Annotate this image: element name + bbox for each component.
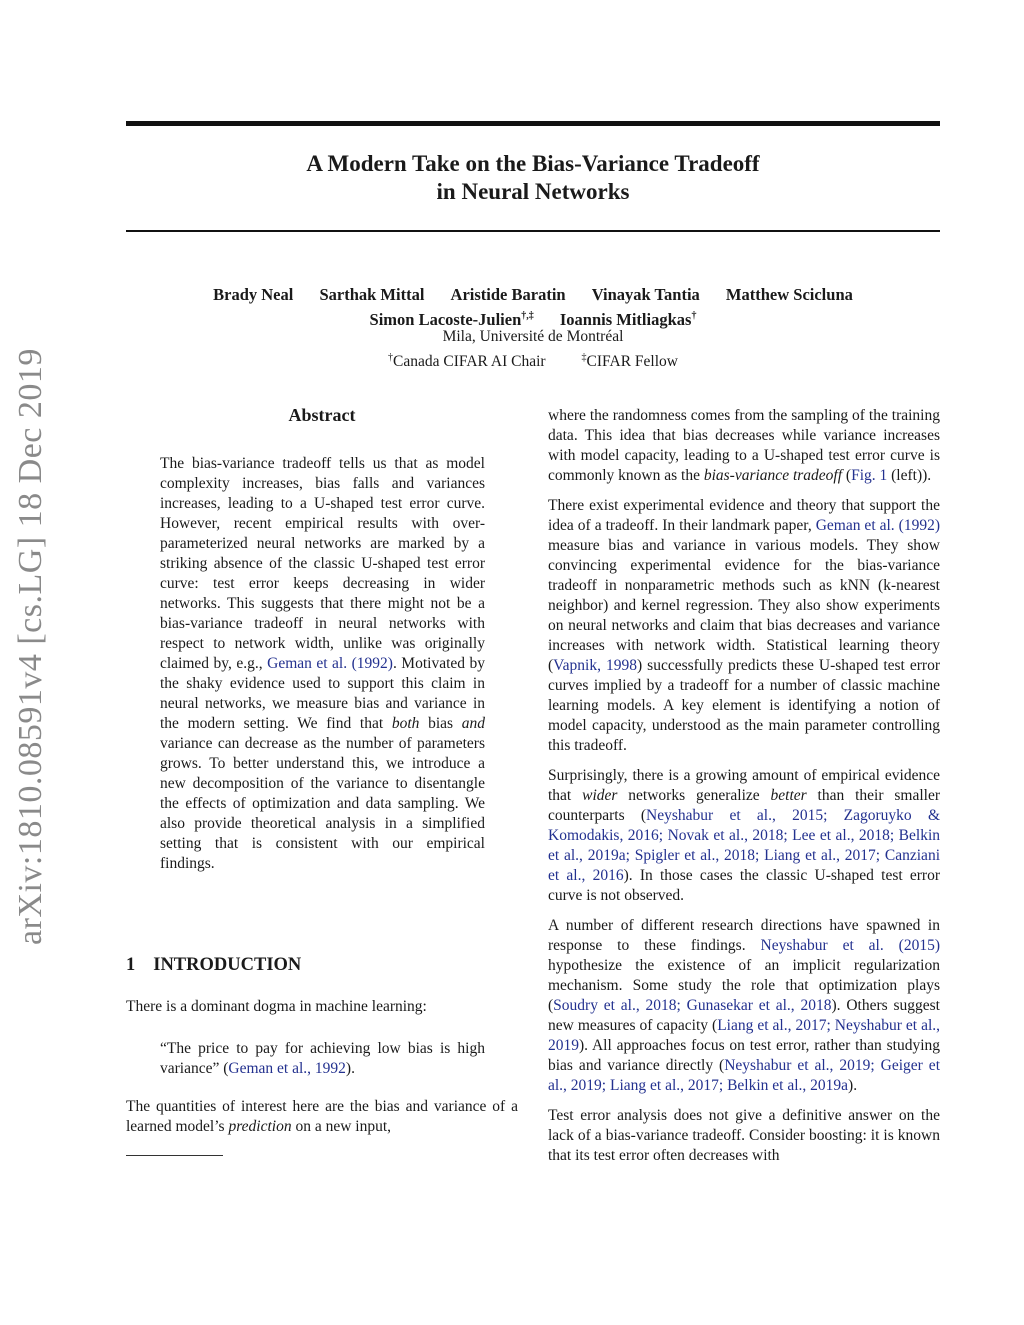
section-number: 1 [126,955,136,975]
citation-link[interactable]: Geman et al. (1992) [267,655,393,672]
citation-link[interactable]: Liang et al., 2017; Neyshabur et al., 2019 [548,1017,941,1054]
title-line-2: in Neural Networks [436,179,630,204]
arxiv-identifier: arXiv:1810.08591v4 [cs.LG] 18 Dec 2019 [12,348,49,945]
intro-text [126,997,518,1147]
citation-link[interactable]: Geman et al., 1992 [228,1060,346,1077]
title-top-rule [126,121,940,126]
title-line-1: A Modern Take on the Bias-Variance Tradeoff [306,151,760,176]
paragraph: where the randomness comes from the sampling of the training data. This idea that bias decreases while variance increases with model capacity, leading to a U-shaped test error curve is commonly known as the bias-variance tradeoff (Fig. 1 (left)). [548,407,940,484]
right-column-text [548,406,940,1176]
author: Sarthak Mittal [319,285,425,304]
author: Brady Neal [213,285,294,304]
abstract-text: The bias-variance tradeoff tells us that as model complexity increases, bias falls and variances increases, leading to a U-shaped test error curve. However, recent empirical results with over-parameterized neural networks are marked by a striking absence of the classic U-shaped test error curve: test error keeps decreasing in wider networks. This suggests that there might not be a bias-variance tradeoff in neural networks with respect to network width, unlike was originally claimed by, e.g., Geman et al. (1992). Motivated by the shaky evidence used to support this claim in neural networks, we measure bias and variance in the modern setting. We find that both bias and variance can decrease as the number of parameters grows. To better understand this, we introduce a new decomposition of the variance to disentangle the effects of optimization and data sampling. We also provide theoretical analysis in a simplified setting that is consistent with our empirical findings. [160,455,486,872]
title-bottom-rule [126,230,940,232]
affiliation-cifar-fellow: CIFAR Fellow [586,353,678,371]
citation-link[interactable]: Vapnik, 1998 [553,657,637,674]
author: Matthew Scicluna [725,285,853,304]
citation-link[interactable]: Neyshabur et al., 2015; Zagoruyko & Komodakis, 2016; Novak et al., 2018; Lee et al., 2018; Belkin et al., 2019a; Spigler et al., 2018; Liang et al., 2017; Canziani et al., 2016 [548,807,941,884]
author: Vinayak Tantia [591,285,700,304]
intro-paragraph: There is a dominant dogma in machine learning: [126,998,427,1015]
block-quote: “The price to pay for achieving low bias is high variance” (Geman et al., 1992). [160,1040,485,1077]
affiliations: Mila, Université de Montréal †Canada CIFAR AI Chair ‡CIFAR Fellow [388,328,678,371]
citation-link[interactable]: Soudry et al., 2018; Gunasekar et al., 2018 [553,997,832,1014]
paragraph: A number of different research directions have spawned in response to these findings. Neyshabur et al. (2015) hypothesize the existence of an implicit regularization mechanism. Some study the role that optimization plays (Soudry et al., 2018; Gunasekar et al., 2018). Others suggest new measures of capacity (Liang et al., 2017; Neyshabur et al., 2019). All approaches focus on test error, rather than studying bias and variance directly (Neyshabur et al., 2019; Geiger et al., 2019; Liang et al., 2017; Belkin et al., 2019a). [548,917,941,1094]
footnote-rule [126,1155,223,1156]
citation-link[interactable]: Geman et al. (1992) [815,517,940,534]
paragraph: There exist experimental evidence and theory that support the idea of a tradeoff. In their landmark paper, Geman et al. (1992) measure bias and variance in various models. They show convincing experimental evidence for the bias-variance tradeoff in nonparametric methods such as kNN (k-nearest neighbor) and kernel regression. They also show experiments on neural networks and claim that bias decreases and variance increases with network width. Statistical learning theory (Vapnik, 1998) successfully predicts these U-shaped test error curves implied by a tradeoff for a number of classic machine learning models. A key element is identifying a notion of model capacity, understood as the main parameter controlling this tradeoff. [548,497,941,754]
citation-link[interactable]: Neyshabur et al., 2019; Geiger et al., 2019; Liang et al., 2017; Belkin et al., 2019a [548,1057,940,1094]
affiliation-canada-cifar: Canada CIFAR AI Chair [393,353,546,371]
paragraph: Surprisingly, there is a growing amount of empirical evidence that wider networks generalize better than their smaller counterparts (Neyshabur et al., 2015; Zagoruyko & Komodakis, 2016; Novak et al., 2018; Lee et al., 2018; Belkin et al., 2019a; Spigler et al., 2018; Liang et al., 2017; Canziani et al., 2016). In those cases the classic U-shaped test error curve is not observed. [548,767,941,904]
figure-link[interactable]: Fig. 1 [851,467,888,484]
citation-link[interactable]: Neyshabur et al. (2015) [760,937,940,954]
paper-title [126,150,940,206]
author: Simon Lacoste-Julien [369,309,522,329]
author: Ioannis Mitliagkas [559,309,692,329]
author: Aristide Baratin [450,285,566,304]
section-title: INTRODUCTION [153,955,302,975]
section-heading [126,955,301,976]
intro-paragraph: The quantities of interest here are the bias and variance of a learned model’s prediction on a new input, [126,1098,518,1135]
paragraph: Test error analysis does not give a definitive answer on the lack of a bias-variance tradeoff. Consider boosting: it is known that its test error often decreases with [548,1107,940,1164]
author-list: Brady Neal Sarthak Mittal Aristide Baratin Vinayak Tantia Matthew Scicluna Simon Lacoste-Julien†,‡ Ioannis Mitliagkas† [213,285,853,329]
abstract-heading: Abstract [288,405,356,425]
affiliation-mila: Mila, Université de Montréal [442,328,624,345]
